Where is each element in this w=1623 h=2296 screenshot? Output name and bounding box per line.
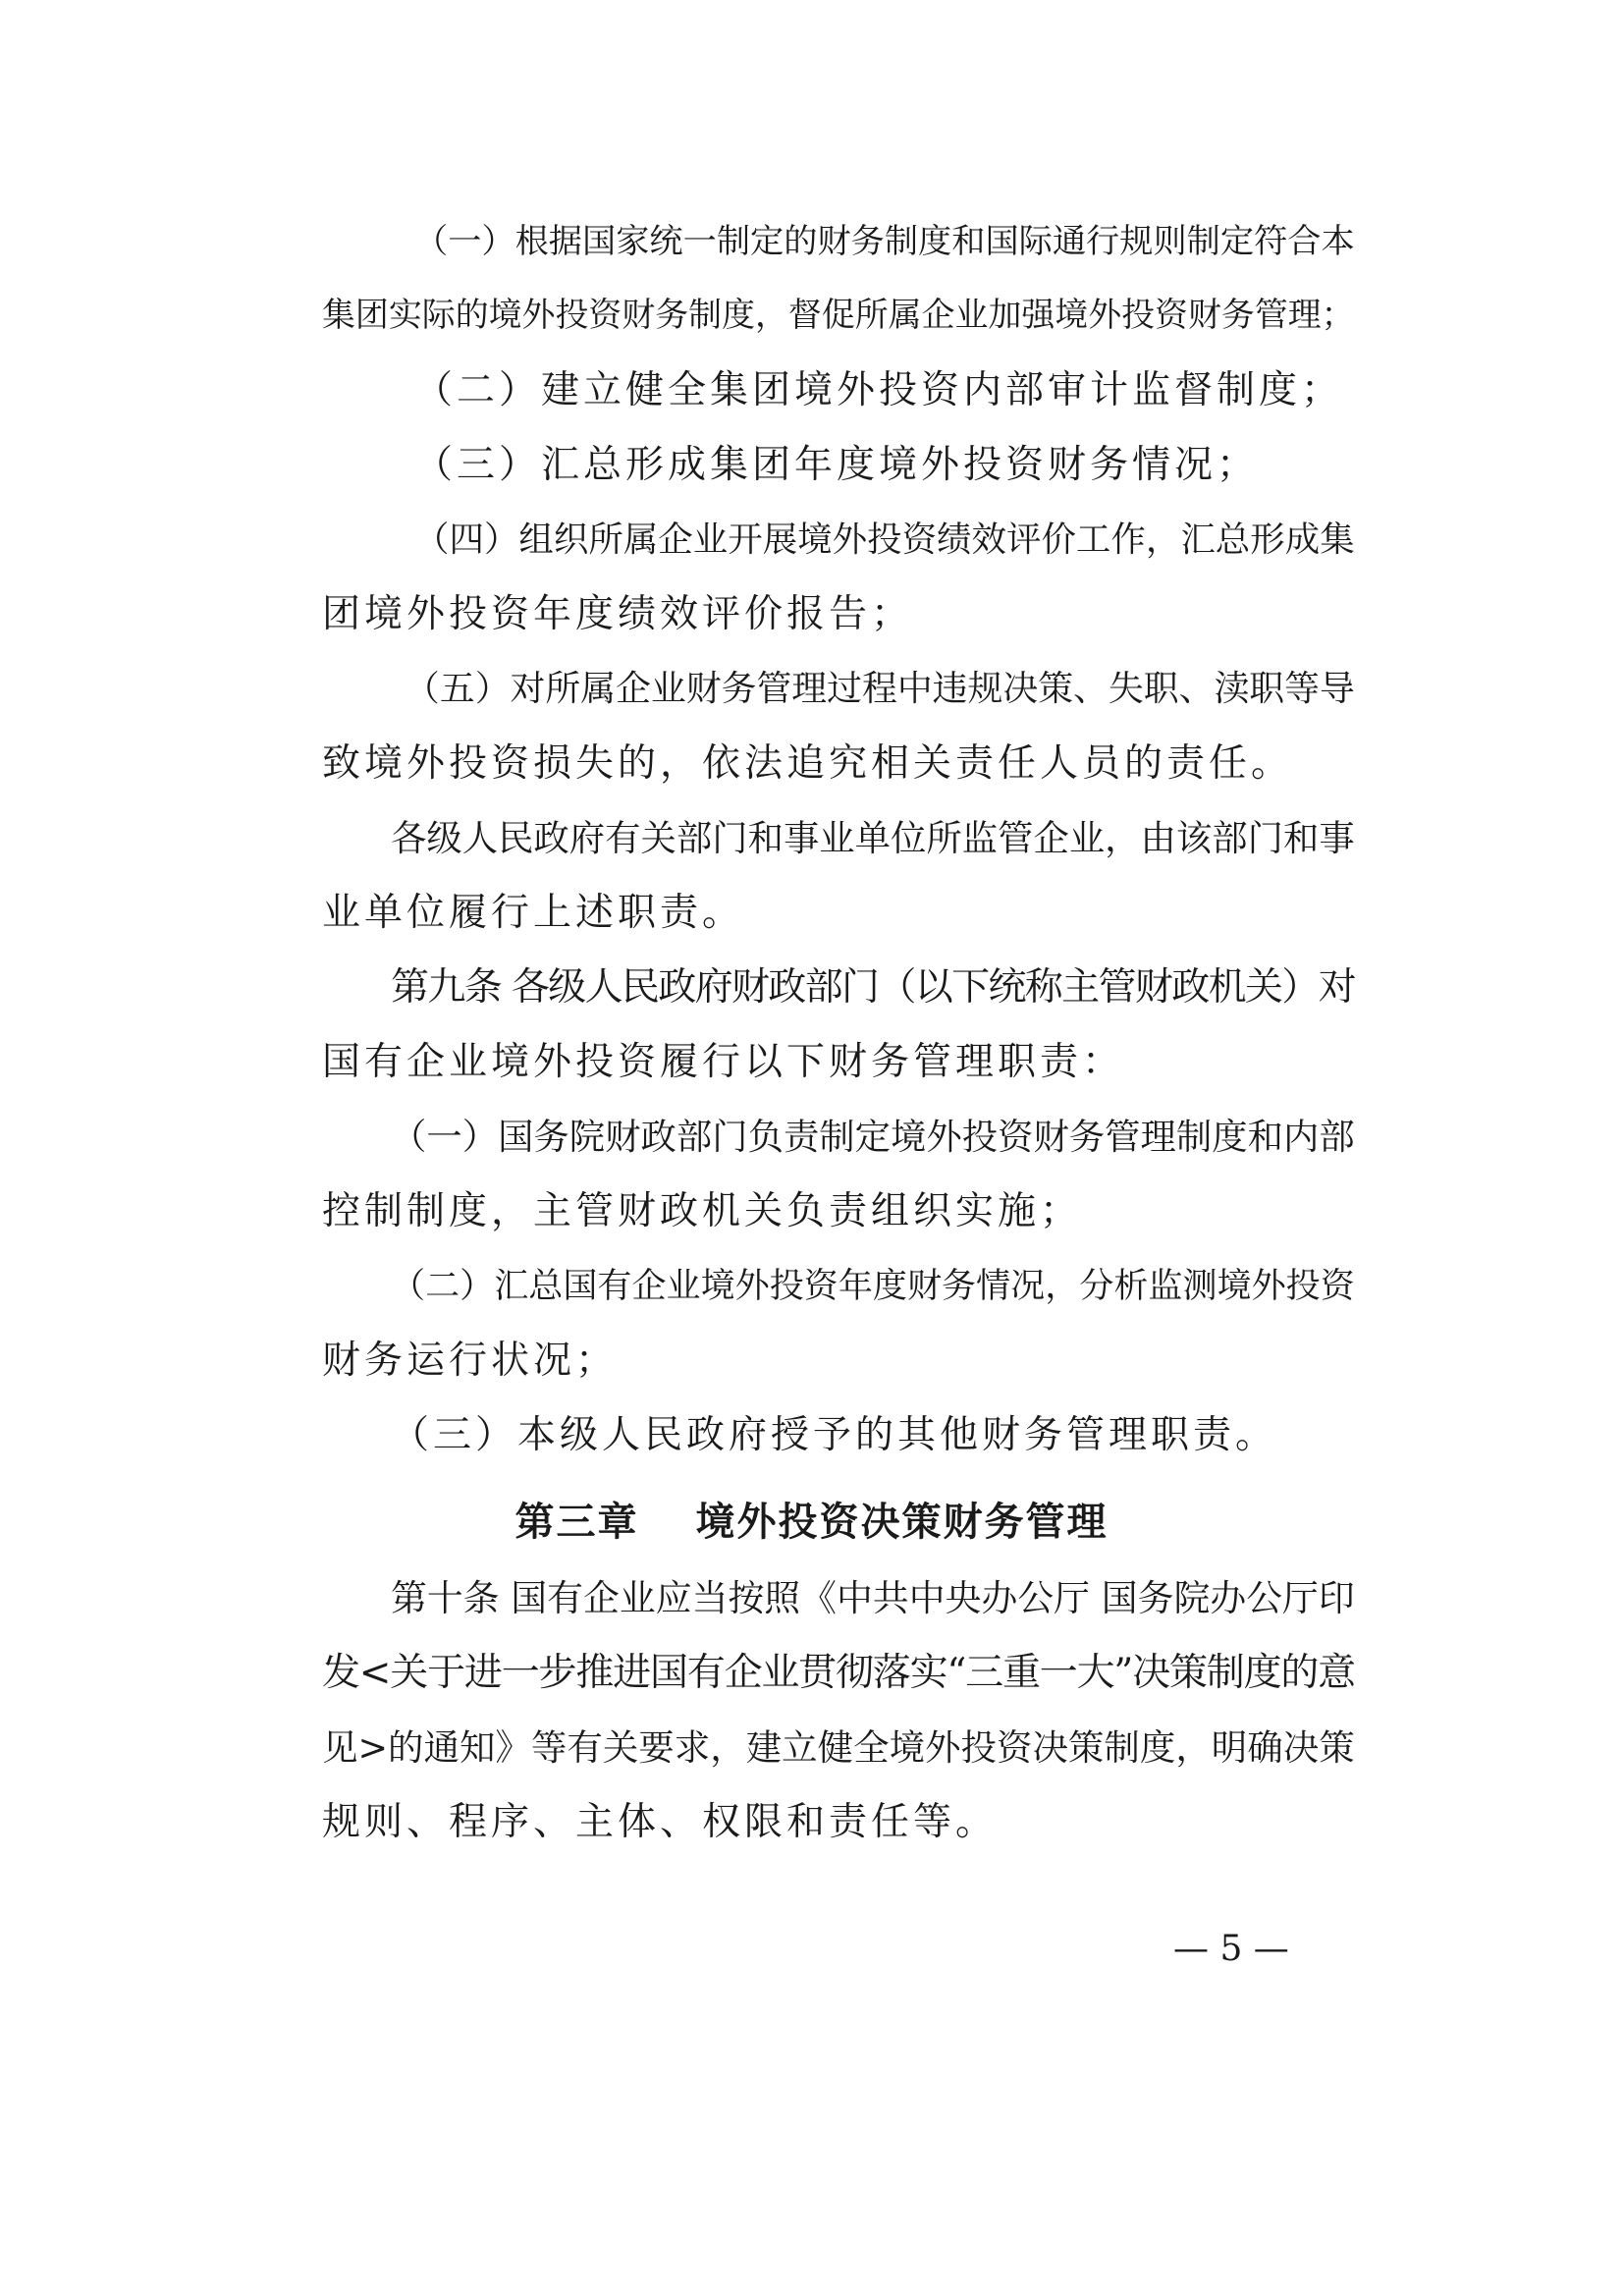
page-number: — 5 — [1173, 1929, 1289, 1969]
chapter-heading: 第三章 境外投资决策财务管理 [514, 1499, 1109, 1545]
paragraph-line: （二）建立健全集团境外投资内部审计监督制度； [414, 368, 1344, 412]
paragraph-line: 规则、程序、主体、权限和责任等。 [322, 1800, 999, 1844]
paragraph-line: 第十条 国有企业应当按照《中共中央办公厅 国务院办公厅印 [391, 1577, 1355, 1619]
paragraph-line: 集团实际的境外投资财务制度，督促所属企业加强境外投资财务管理； [322, 297, 1355, 335]
paragraph-line: 第九条 各级人民政府财政部门（以下统称主管财政机关）对 [391, 965, 1355, 1010]
paragraph-line: （二）汇总国有企业境外投资年度财务情况，分析监测境外投资 [391, 1266, 1355, 1306]
paragraph-line: （一）国务院财政部门负责制定境外投资财务管理制度和内部 [391, 1116, 1355, 1158]
paragraph-line: （三）汇总形成集团年度境外投资财务情况； [414, 443, 1260, 487]
paragraph-line: 国有企业境外投资履行以下财务管理职责： [322, 1040, 1125, 1084]
paragraph-line: （四）组织所属企业开展境外投资绩效评价工作，汇总形成集 [414, 519, 1355, 560]
paragraph-line: 业单位履行上述职责。 [322, 891, 745, 935]
paragraph-line: 见>的通知》等有关要求，建立健全境外投资决策制度，明确决策 [322, 1726, 1355, 1769]
paragraph-line: 各级人民政府有关部门和事业单位所监管企业，由该部门和事 [391, 817, 1355, 859]
paragraph-line: （五）对所属企业财务管理过程中违规决策、失职、渎职等导 [405, 669, 1355, 709]
paragraph-line: 控制制度，主管财政机关负责组织实施； [322, 1189, 1083, 1233]
paragraph-line: 发<关于进一步推进国有企业贯彻落实“三重一大”决策制度的意 [322, 1651, 1355, 1695]
paragraph-line: （一）根据国家统一制定的财务制度和国际通行规则制定符合本 [414, 222, 1355, 261]
paragraph-line: 团境外投资年度绩效评价报告； [322, 592, 914, 636]
paragraph-line: （三）本级人民政府授予的其他财务管理职责。 [391, 1413, 1278, 1457]
paragraph-line: 致境外投资损失的，依法追究相关责任人员的责任。 [322, 741, 1294, 786]
paragraph-line: 财务运行状况； [322, 1339, 619, 1383]
